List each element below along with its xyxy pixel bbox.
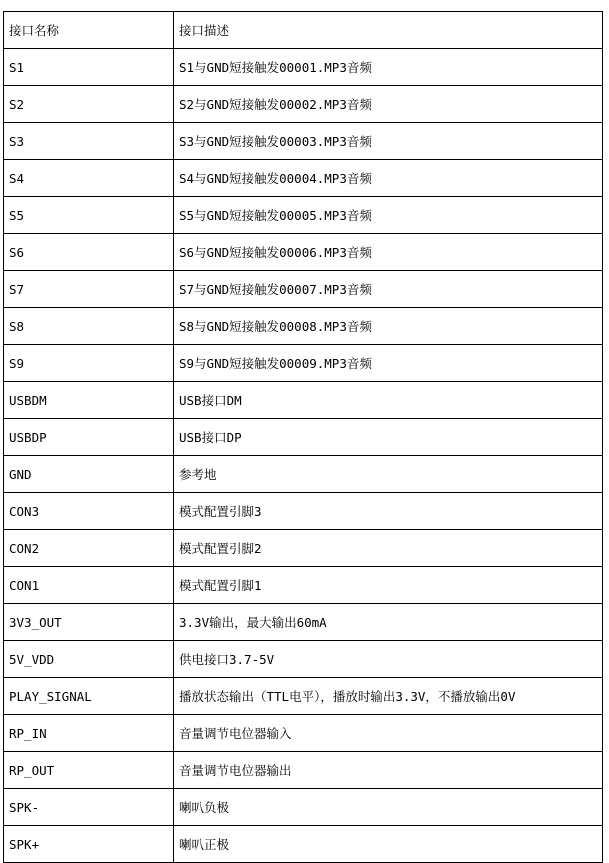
pin-name-cell: S7 <box>4 271 174 308</box>
table-row <box>4 456 603 493</box>
pin-description-cell: S1与GND短接触发00001.MP3音频 <box>174 49 603 86</box>
pin-name-cell: 5V_VDD <box>4 641 174 678</box>
table-row <box>4 234 603 271</box>
table-row <box>4 641 603 678</box>
pin-name-cell: S9 <box>4 345 174 382</box>
pin-description-cell: S7与GND短接触发00007.MP3音频 <box>174 271 603 308</box>
table-row <box>4 604 603 641</box>
pin-description-cell: 3.3V输出，最大输出60mA <box>174 604 603 641</box>
pin-name-cell: S5 <box>4 197 174 234</box>
table-row <box>4 86 603 123</box>
pin-description-cell: 音量调节电位器输入 <box>174 715 603 752</box>
table-row <box>4 419 603 456</box>
table-row <box>4 826 603 863</box>
pin-description-cell: 播放状态输出（TTL电平），播放时输出3.3V，不播放输出0V <box>174 678 603 715</box>
table-row <box>4 160 603 197</box>
pin-name-cell: S4 <box>4 160 174 197</box>
pin-description-cell: 参考地 <box>174 456 603 493</box>
header-pin-description: 接口描述 <box>174 12 603 49</box>
pin-name-cell: S2 <box>4 86 174 123</box>
table-row <box>4 789 603 826</box>
pin-name-cell: PLAY_SIGNAL <box>4 678 174 715</box>
pin-name-cell: USBDP <box>4 419 174 456</box>
pin-description-cell: S4与GND短接触发00004.MP3音频 <box>174 160 603 197</box>
pin-name-cell: 3V3_OUT <box>4 604 174 641</box>
table-row <box>4 752 603 789</box>
pin-name-cell: CON3 <box>4 493 174 530</box>
table-row <box>4 197 603 234</box>
pin-table <box>3 11 603 863</box>
pin-name-cell: S3 <box>4 123 174 160</box>
pin-name-cell: S1 <box>4 49 174 86</box>
pin-description-cell: USB接口DM <box>174 382 603 419</box>
header-pin-name: 接口名称 <box>4 12 174 49</box>
pin-description-cell: S3与GND短接触发00003.MP3音频 <box>174 123 603 160</box>
pin-description-cell: 模式配置引脚3 <box>174 493 603 530</box>
pin-description-cell: S5与GND短接触发00005.MP3音频 <box>174 197 603 234</box>
pin-name-cell: USBDM <box>4 382 174 419</box>
pin-description-cell: S2与GND短接触发00002.MP3音频 <box>174 86 603 123</box>
pin-description-cell: 模式配置引脚1 <box>174 567 603 604</box>
table-row <box>4 493 603 530</box>
pin-description-cell: 模式配置引脚2 <box>174 530 603 567</box>
pin-description-cell: 音量调节电位器输出 <box>174 752 603 789</box>
pin-name-cell: SPK+ <box>4 826 174 863</box>
pin-name-cell: SPK- <box>4 789 174 826</box>
pin-description-cell: 喇叭正极 <box>174 826 603 863</box>
pin-name-cell: S8 <box>4 308 174 345</box>
pin-description-cell: 供电接口3.7-5V <box>174 641 603 678</box>
pin-description-cell: S8与GND短接触发00008.MP3音频 <box>174 308 603 345</box>
table-row <box>4 271 603 308</box>
table-row <box>4 345 603 382</box>
pin-description-cell: S6与GND短接触发00006.MP3音频 <box>174 234 603 271</box>
pin-name-cell: RP_OUT <box>4 752 174 789</box>
pin-description-cell: 喇叭负极 <box>174 789 603 826</box>
table-row <box>4 123 603 160</box>
table-row <box>4 530 603 567</box>
pin-description-cell: S9与GND短接触发00009.MP3音频 <box>174 345 603 382</box>
table-header-row <box>4 12 603 49</box>
pin-description-cell: USB接口DP <box>174 419 603 456</box>
pin-name-cell: CON1 <box>4 567 174 604</box>
pin-name-cell: CON2 <box>4 530 174 567</box>
pin-name-cell: S6 <box>4 234 174 271</box>
table-row <box>4 678 603 715</box>
table-row <box>4 308 603 345</box>
pin-name-cell: RP_IN <box>4 715 174 752</box>
table-row <box>4 715 603 752</box>
table-row <box>4 49 603 86</box>
pin-name-cell: GND <box>4 456 174 493</box>
table-row <box>4 382 603 419</box>
table-row <box>4 567 603 604</box>
